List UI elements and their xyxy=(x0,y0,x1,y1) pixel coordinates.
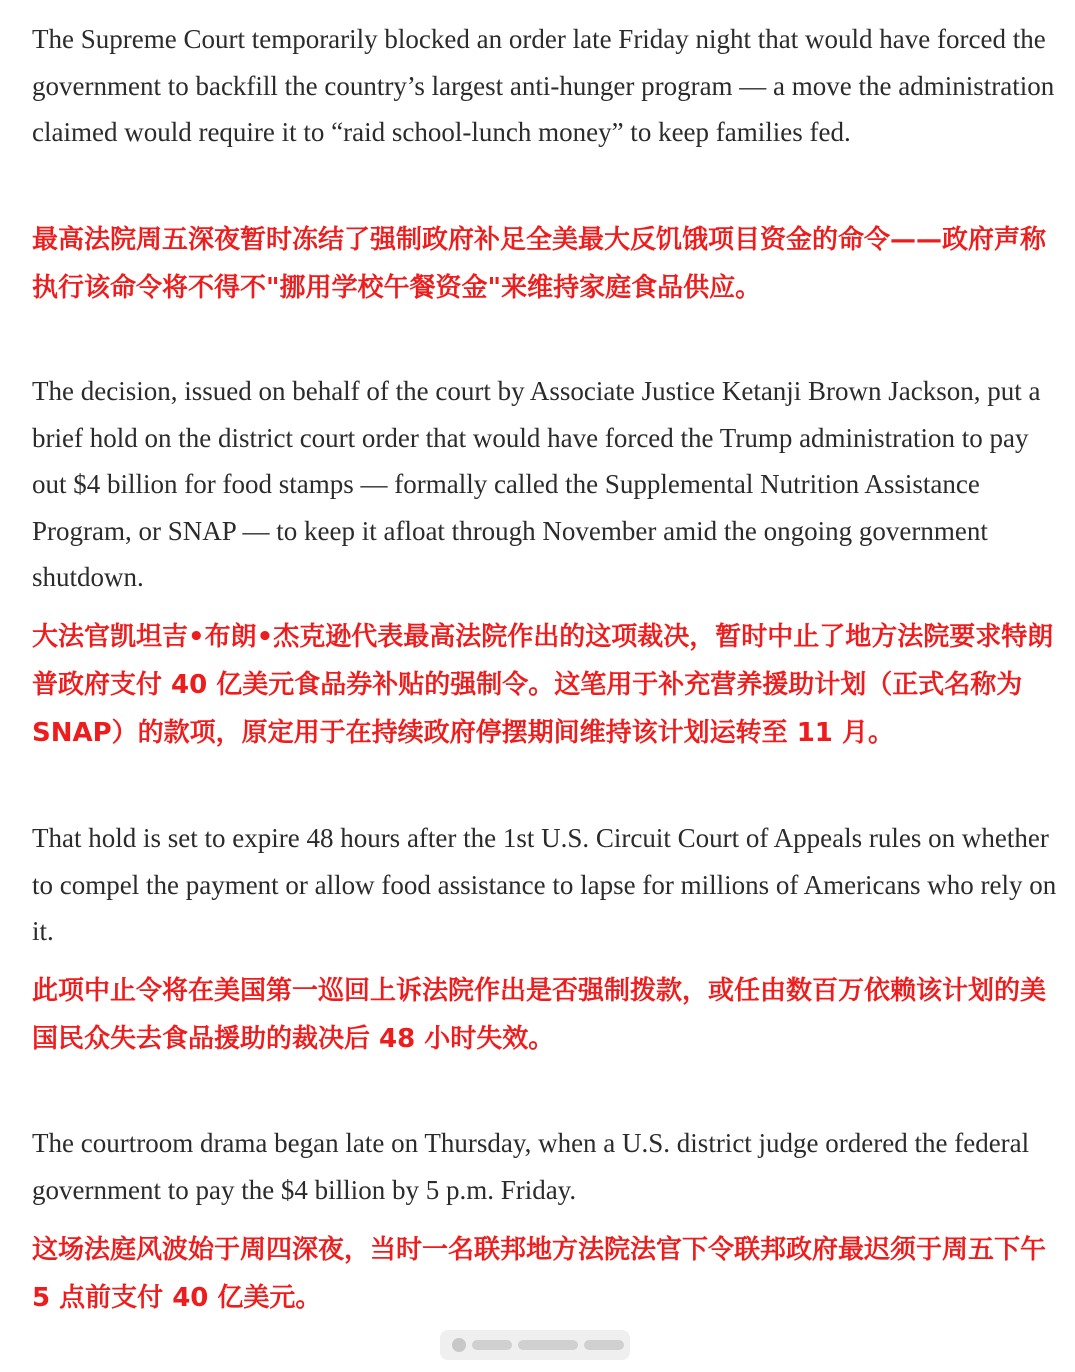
watermark-text-shape xyxy=(472,1340,512,1350)
paragraph-2-translation xyxy=(32,613,1057,757)
chinese-translation: 这场法庭风波始于周四深夜，当时一名联邦地方法院法官下令联邦政府最迟须于周五下午 5 点前支付 40 亿美元。 xyxy=(32,1235,1047,1313)
paragraph-2 xyxy=(32,368,1057,601)
chinese-translation: 此项中止令将在美国第一巡回上诉法院作出是否强制拨款，或任由数百万依赖该计划的美国民众失去食品援助的裁决后 48 小时失效。 xyxy=(32,976,1047,1054)
paragraph-3 xyxy=(32,815,1057,955)
watermark xyxy=(440,1330,630,1360)
paragraph-1-translation xyxy=(32,216,1057,312)
chinese-translation: 最高法院周五深夜暂时冻结了强制政府补足全美最大反饥饿项目资金的命令——政府声称执行该命令将不得不"挪用学校午餐资金"来维持家庭食品供应。 xyxy=(32,225,1047,303)
paragraph-4 xyxy=(32,1120,1057,1213)
paragraph-3-translation xyxy=(32,967,1057,1063)
chinese-translation: 大法官凯坦吉•布朗•杰克逊代表最高法院作出的这项裁决，暂时中止了地方法院要求特朗普政府支付 40 亿美元食品券补贴的强制令。这笔用于补充营养援助计划（正式名称为 SNAP）的款项，原定用于在持续政府停摆期间维持该计划运转至 11 月。 xyxy=(32,622,1054,748)
english-paragraph: The Supreme Court temporarily blocked an order late Friday night that would have forced the government to backfill the country’s largest anti-hunger program — a move the administration claimed would require it to “raid school-lunch money” to keep families fed. xyxy=(32,24,1055,147)
english-paragraph: The courtroom drama began late on Thursday, when a U.S. district judge ordered the federal government to pay the $4 billion by 5 p.m. Friday. xyxy=(32,1128,1030,1205)
watermark-text-shape xyxy=(518,1340,578,1350)
english-paragraph: That hold is set to expire 48 hours after the 1st U.S. Circuit Court of Appeals rules on whether to compel the payment or allow food assistance to lapse for millions of Americans who rely on it. xyxy=(32,823,1057,946)
watermark-logo-icon xyxy=(452,1338,466,1352)
paragraph-1 xyxy=(32,16,1057,156)
english-paragraph: The decision, issued on behalf of the court by Associate Justice Ketanji Brown Jackson, put a brief hold on the district court order that would have forced the Trump administration to pay out $4 billion for food stamps — formally called the Supplemental Nutrition Assistance Program, or SNAP — to keep it afloat through November amid the ongoing government shutdown. xyxy=(32,376,1041,592)
paragraph-4-translation xyxy=(32,1226,1057,1322)
watermark-text-shape xyxy=(584,1340,624,1350)
